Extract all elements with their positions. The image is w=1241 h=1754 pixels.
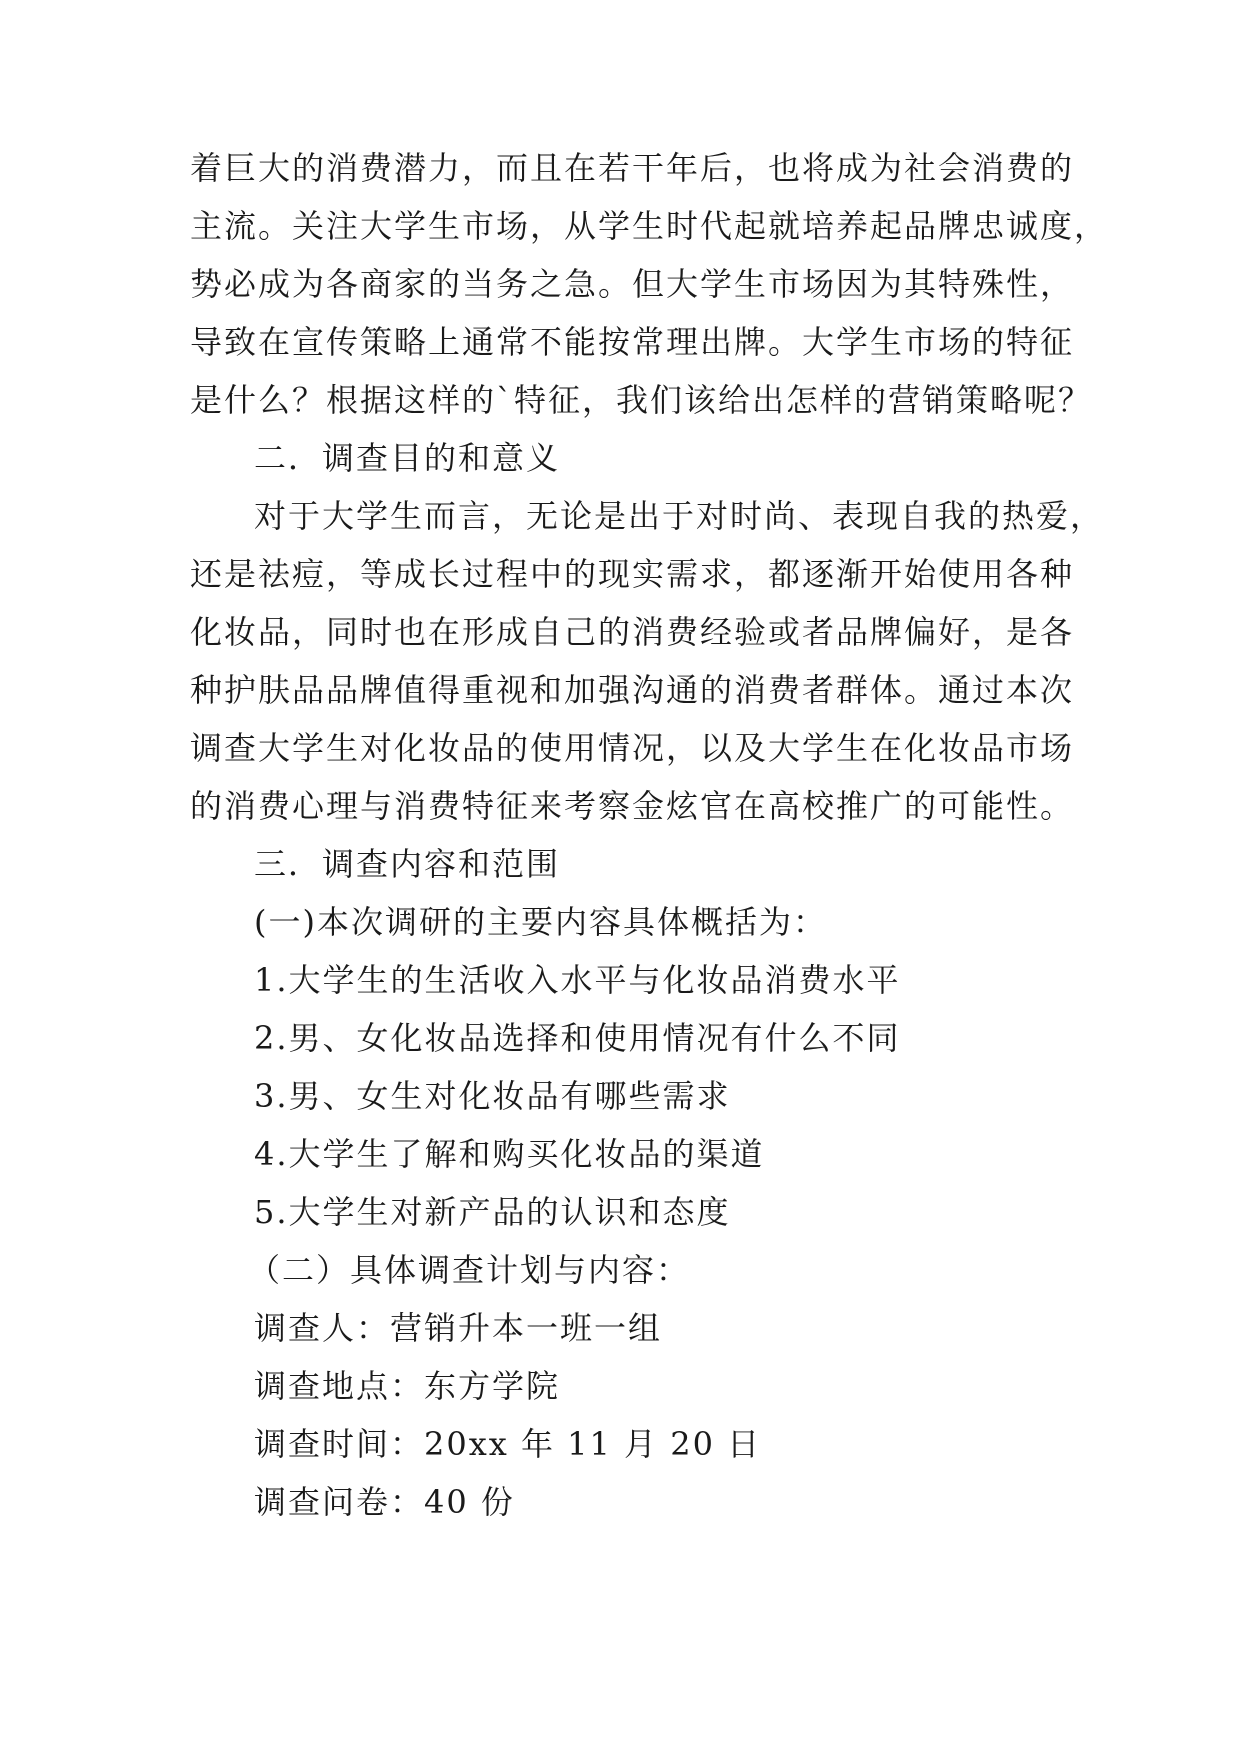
list-item: 4.大学生了解和购买化妆品的渠道 [254,1135,765,1173]
list-item: 2.男、女化妆品选择和使用情况有什么不同 [254,1019,901,1057]
section-heading: 二．调查目的和意义 [254,439,561,477]
plan-item: 调查地点：东方学院 [254,1367,561,1405]
paragraph-line: 的消费心理与消费特征来考察金炫官在高校推广的可能性。 [190,787,1075,825]
paragraph-line: 种护肤品品牌值得重视和加强沟通的消费者群体。通过本次 [190,671,1075,709]
paragraph-line: 是什么？根据这样的`特征，我们该给出怎样的营销策略呢？ [190,381,1093,419]
list-item: 1.大学生的生活收入水平与化妆品消费水平 [254,961,901,999]
plan-item: 调查时间：20xx 年 11 月 20 日 [254,1425,762,1463]
paragraph-line: 着巨大的消费潜力，而且在若干年后，也将成为社会消费的 [190,149,1075,187]
paragraph-line: 化妆品，同时也在形成自己的消费经验或者品牌偏好，是各 [190,613,1075,651]
paragraph-line: 还是祛痘，等成长过程中的现实需求，都逐渐开始使用各种 [190,555,1075,593]
paragraph-line: 势必成为各商家的当务之急。但大学生市场因为其特殊性， [190,265,1075,303]
section-heading: 三．调查内容和范围 [254,845,561,883]
plan-item: 调查人：营销升本一班一组 [254,1309,663,1347]
subheading: （二）具体调查计划与内容： [248,1251,691,1289]
paragraph-line: 导致在宣传策略上通常不能按常理出牌。大学生市场的特征 [190,323,1075,361]
list-item: 3.男、女生对化妆品有哪些需求 [254,1077,731,1115]
plan-item: 调查问卷：40 份 [254,1483,515,1521]
subheading: (一)本次调研的主要内容具体概括为： [254,903,827,941]
paragraph-line: 对于大学生而言，无论是出于对时尚、表现自我的热爱， [254,497,1105,535]
list-item: 5.大学生对新产品的认识和态度 [254,1193,731,1231]
paragraph-line: 调查大学生对化妆品的使用情况，以及大学生在化妆品市场 [190,729,1075,767]
paragraph-line: 主流。关注大学生市场，从学生时代起就培养起品牌忠诚度， [190,207,1109,245]
